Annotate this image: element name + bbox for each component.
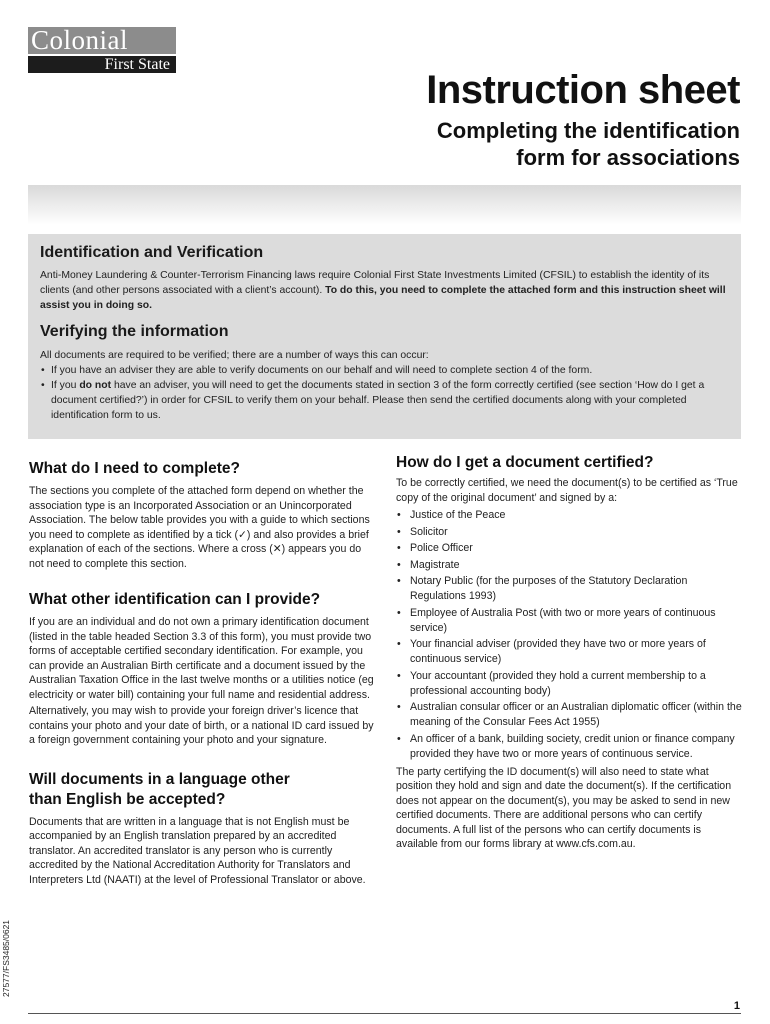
intro-panel [28, 234, 741, 439]
logo-wordmark-colonial: Colonial [28, 27, 176, 54]
footer-divider [28, 1013, 741, 1014]
identification-text: Anti-Money Laundering & Counter-Terrorism Financing laws require Colonial First State Investments Limited (CFSIL) to establish the identity of its clients (and other persons associated with a client’s account). [40, 270, 710, 296]
bullet2-post: have an adviser, you will need to get the documents stated in section 3 of the form correctly certified (see section ‘How do I get a document certified?’) in order for CFSIL to verify them on your behalf. Please then send the certified documents along with your completed identification form to us. [51, 380, 705, 421]
list-item: • Solicitor [396, 525, 742, 540]
list-item: • Notary Public (for the purposes of the Statutory Declaration Regulations 1993) [396, 574, 742, 604]
verifying-heading: Verifying the information [40, 323, 229, 340]
verifying-list [40, 363, 729, 423]
list-item [40, 378, 729, 423]
identification-paragraph [40, 268, 729, 313]
verifying-paragraph: All documents are required to be verified; there are a number of ways this can occur: [40, 350, 429, 361]
document-code: 27577/FS3485/0621 [1, 919, 11, 997]
left-column [29, 459, 374, 887]
colonial-first-state-logo [28, 27, 176, 73]
bullet2-pre: If you [51, 380, 80, 391]
alternative-identification-paragraph: Alternatively, you may wish to provide your foreign driver’s licence that contains your photo and your date of birth, or a national ID card issued by a foreign government containing your photo and your signature. [29, 705, 374, 746]
list-item: • Police Officer [396, 541, 742, 556]
list-item: • Employee of Australia Post (with two or more years of continuous service) [396, 606, 742, 636]
identification-emphasis: To do this, you need to complete the attached form and this instruction sheet will assist you in doing so. [40, 285, 726, 311]
other-identification-paragraph: If you are an individual and do not own a primary identification document (listed in the table headed Section 3.3 of this form), you must provide two forms of acceptable certified secondary identification. For example, you can provide an Australian Birth certificate and a document issued by the Australian Taxation Office in the last twelve months or a utilities notice (eg electricity or water bill) containing your full name and residential address. [29, 616, 374, 701]
page-number: 1 [733, 1000, 740, 1012]
logo-wordmark-first-state: First State [28, 56, 176, 73]
language-heading-line-2: than English be accepted? [29, 790, 226, 808]
bullet2-bold: do not [79, 380, 112, 391]
what-to-complete-heading: What do I need to complete? [29, 460, 240, 477]
subtitle-line-2: form for associations [516, 145, 740, 170]
page-title: Instruction sheet [426, 68, 740, 112]
list-item: • Your financial adviser (provided they have two or more years of continuous service) [396, 637, 742, 667]
language-heading-line-1: Will documents in a language other [29, 770, 290, 788]
certifier-list [396, 508, 742, 762]
right-column [396, 453, 742, 852]
list-item: • Australian consular officer or an Australian diplomatic officer (within the meaning of the Consular Fees Act 1955) [396, 700, 742, 730]
list-item: • Justice of the Peace [396, 508, 742, 523]
list-item: • Your accountant (provided they hold a current membership to a professional accounting body) [396, 669, 742, 699]
language-heading [29, 770, 374, 810]
certifier-details-paragraph: The party certifying the ID document(s) will also need to state what position they hold and sign and date the document(s). If the certification does not appear on the document(s), you may be asked to send in new certified documents. There are additional persons who can certify documents. A full list of the persons who can certify documents is available from our forms library at www.cfs.com.au. [396, 765, 732, 850]
certified-heading: How do I get a document certified? [396, 454, 654, 471]
page-subtitle [437, 117, 740, 171]
header-divider-gradient [28, 185, 741, 225]
identification-heading: Identification and Verification [40, 244, 264, 261]
list-item: • If you have an adviser they are able to verify documents on our behalf and will need to complete section 4 of the form. [40, 363, 729, 378]
list-item: • Magistrate [396, 558, 742, 573]
language-paragraph: Documents that are written in a language that is not English must be accompanied by an English translation prepared by an accredited translator. An accredited translator is any person who is currently accredited by the National Accreditation Authority for Translators and Interpreters Ltd (NAATI) at the level of Professional Translator or above. [29, 815, 366, 886]
other-identification-heading: What other identification can I provide? [29, 591, 321, 608]
subtitle-line-1: Completing the identification [436, 118, 740, 143]
what-to-complete-paragraph: The sections you complete of the attached form depend on whether the association type is an Incorporated Association or an Unincorporated Association. The below table provides you with a guide to which sections you need to complete as identified by a tick (✓) and also provides a brief explanation of each of the sections. Where a cross (✕) appears you do not need to complete this section. [29, 485, 370, 570]
list-item: • An officer of a bank, building society, credit union or finance company provided they have two or more years of continuous service. [396, 732, 742, 762]
certified-paragraph: To be correctly certified, we need the document(s) to be certified as ‘True copy of the original document’ and signed by a: [396, 477, 738, 504]
